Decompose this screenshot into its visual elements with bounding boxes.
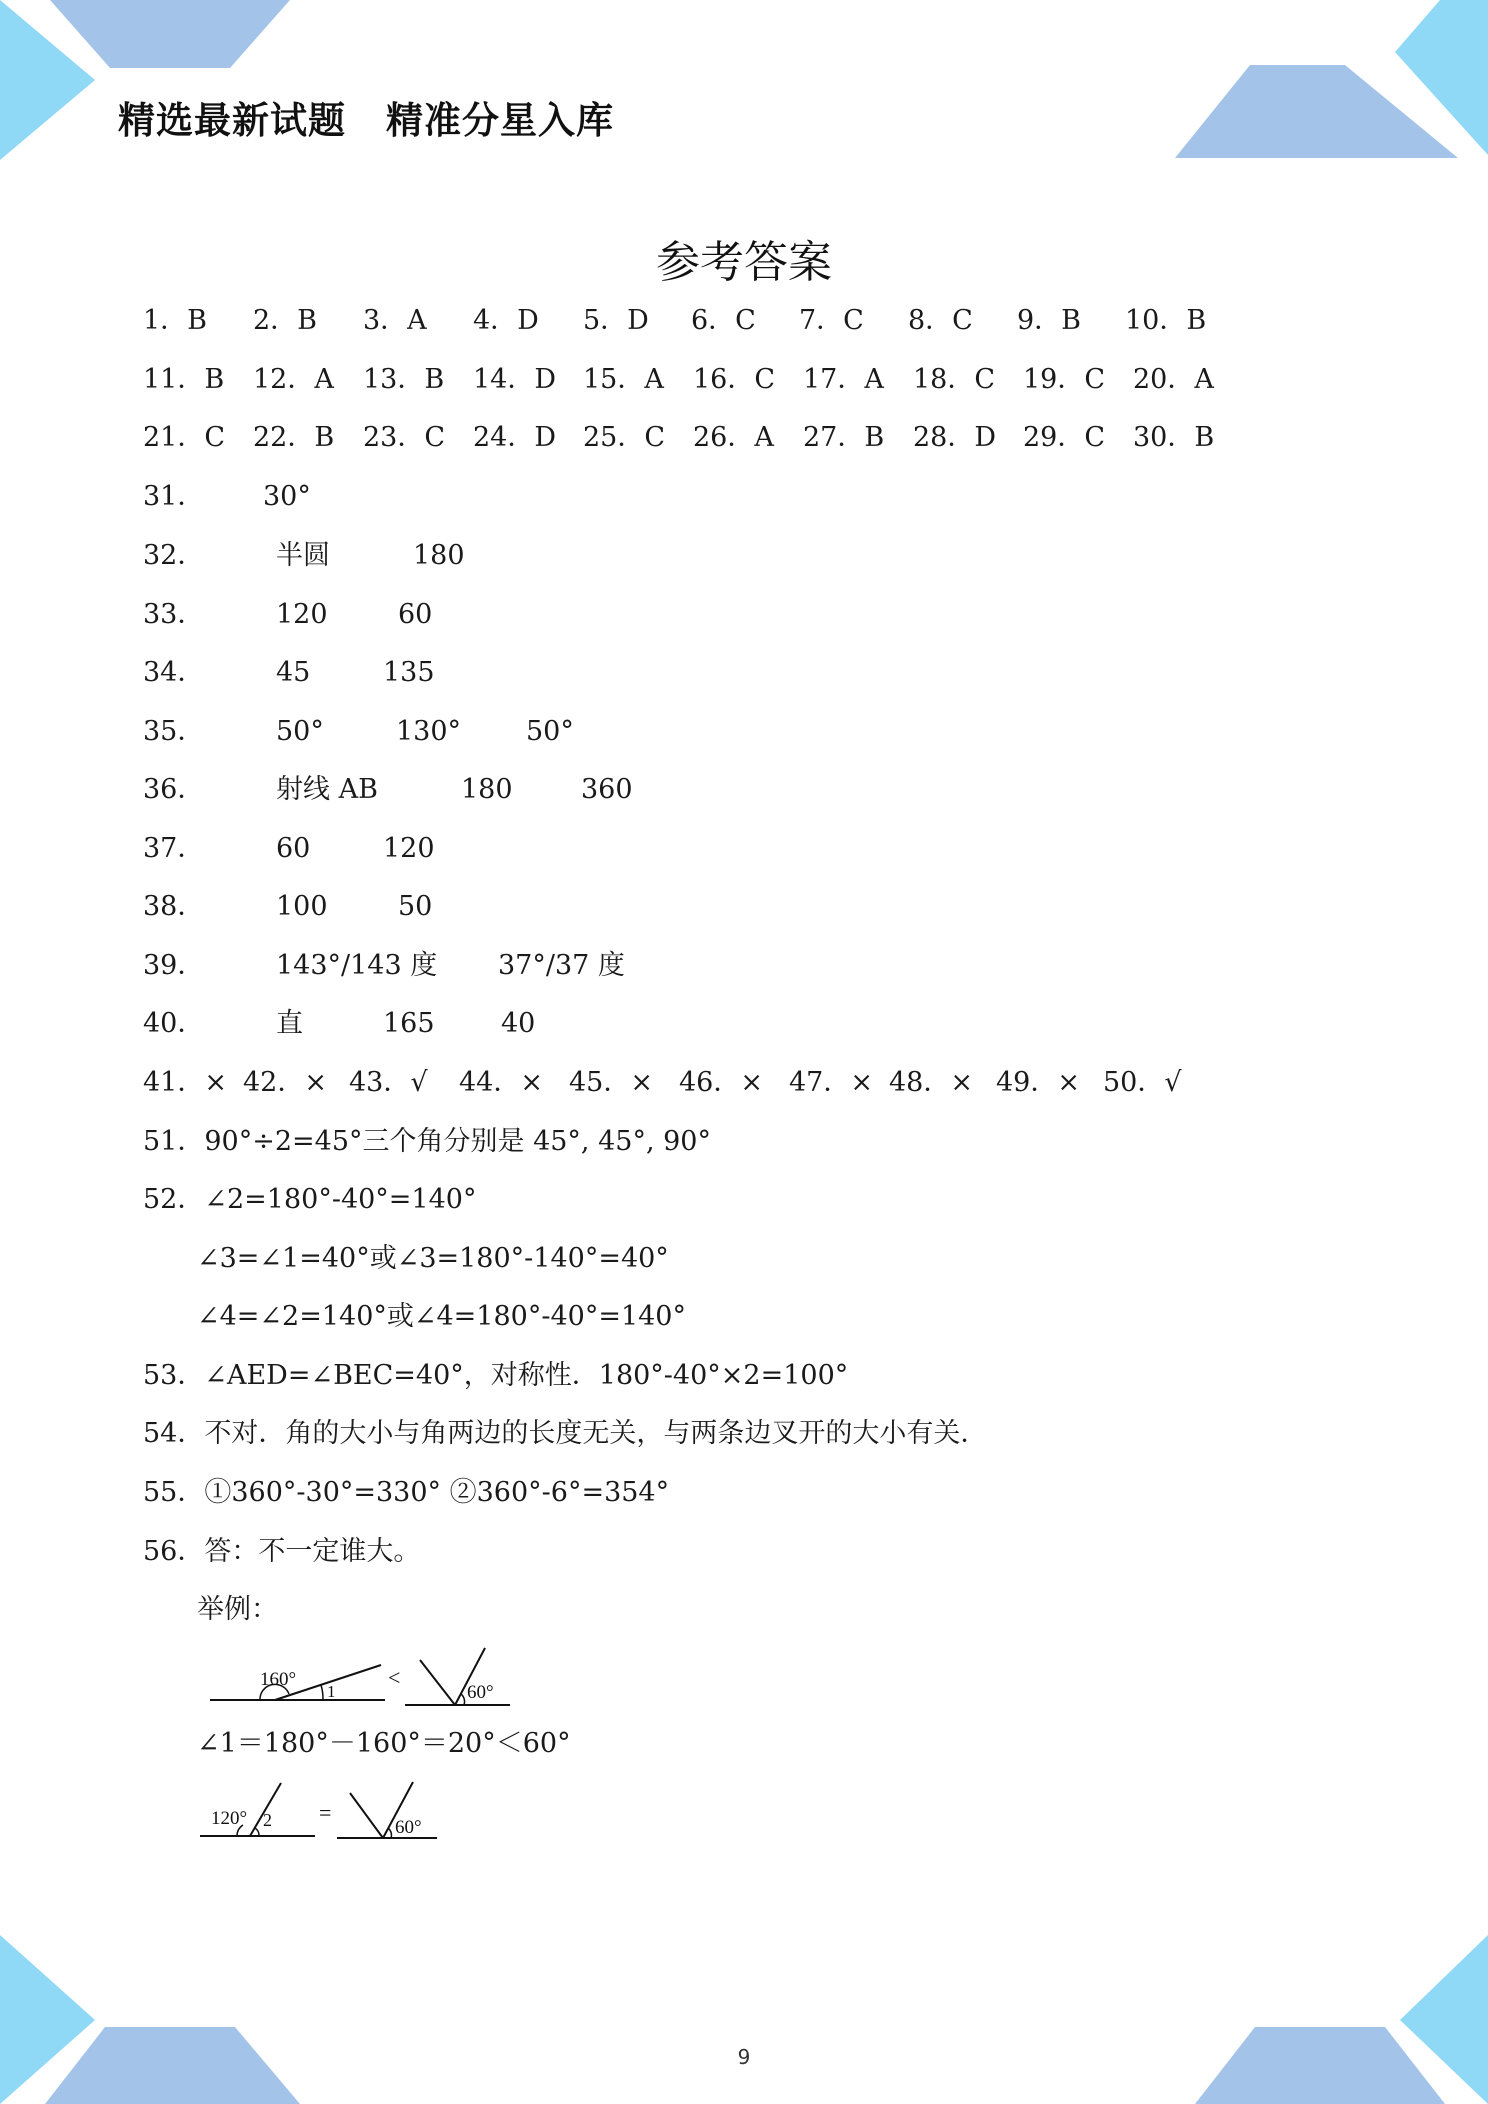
fig2-relation: = xyxy=(319,1800,332,1825)
answer-item: 15．A xyxy=(583,364,664,395)
answer-item: 18．C xyxy=(913,364,996,395)
answer-53: 53．∠AED=∠BEC=40°，对称性．180°-40°×2=100° xyxy=(143,1360,849,1391)
answer-item: 10．B xyxy=(1125,305,1207,336)
question-number: 36． xyxy=(143,774,205,805)
answer-item: 6．C xyxy=(691,305,756,336)
fill-value: 45 xyxy=(276,657,311,688)
answer-52-line-3: ∠4=∠2=140°或∠4=180°-40°=140° xyxy=(197,1301,686,1332)
fig1-right-ray-1 xyxy=(420,1660,455,1705)
fill-value: 180 xyxy=(461,774,513,805)
page-header xyxy=(118,90,614,144)
deco-top-left-trapezoid xyxy=(50,0,290,68)
answer-item: 41．× xyxy=(143,1067,227,1098)
answer-55: 55．①360°-30°=330° ②360°-6°=354° xyxy=(143,1477,670,1508)
fill-value: 360 xyxy=(581,774,633,805)
question-number: 39． xyxy=(143,950,205,981)
page-number: 9 xyxy=(737,2045,751,2069)
answer-item: 27．B xyxy=(803,422,885,453)
answer-item: 17．A xyxy=(803,364,884,395)
question-number: 40． xyxy=(143,1008,205,1039)
fill-value: 射线 AB xyxy=(276,774,378,805)
answer-item: 5．D xyxy=(583,305,649,336)
question-number: 33． xyxy=(143,599,205,630)
fill-value: 60 xyxy=(398,599,433,630)
question-number: 31． xyxy=(143,481,205,512)
fill-value: 100 xyxy=(276,891,328,922)
question-number: 38． xyxy=(143,891,205,922)
question-number: 37． xyxy=(143,833,205,864)
answer-item: 2．B xyxy=(253,305,318,336)
fill-value: 50 xyxy=(398,891,433,922)
answer-item: 28．D xyxy=(913,422,997,453)
fill-value: 50° xyxy=(526,716,574,747)
fig2-mark-arc xyxy=(255,1828,259,1836)
answer-item: 29．C xyxy=(1023,422,1106,453)
fig1-right-angle-label: 60° xyxy=(467,1682,494,1703)
fill-value: 40 xyxy=(501,1008,536,1039)
question-number: 32． xyxy=(143,540,205,571)
fill-value: 143°/143 度 xyxy=(276,950,438,981)
calc-line: ∠1＝180°－160°＝20°＜60° xyxy=(197,1728,571,1759)
answer-item: 1．B xyxy=(143,305,208,336)
answer-item: 16．C xyxy=(693,364,776,395)
angle-figure-1 xyxy=(205,1640,525,1720)
fill-value: 直 xyxy=(276,1008,303,1039)
header-slogan-left: 精选最新试题 xyxy=(118,99,346,142)
fig1-mark-arc xyxy=(321,1685,323,1700)
answer-item: 22．B xyxy=(253,422,335,453)
fill-value: 135 xyxy=(383,657,435,688)
answer-item: 8．C xyxy=(908,305,973,336)
question-number: 35． xyxy=(143,716,205,747)
answer-item: 4．D xyxy=(473,305,539,336)
answer-item: 46．× xyxy=(679,1067,763,1098)
answer-item: 42．× xyxy=(243,1067,327,1098)
fig2-mark-label: 2 xyxy=(263,1810,272,1830)
fill-value: 30° xyxy=(263,481,311,512)
question-number: 34． xyxy=(143,657,205,688)
angle-figure-2 xyxy=(195,1778,455,1848)
answer-item: 43．√ xyxy=(349,1067,428,1098)
fill-value: 130° xyxy=(396,716,462,747)
answer-52-line-1: 52．∠2=180°-40°=140° xyxy=(143,1184,477,1215)
answer-item: 23．C xyxy=(363,422,446,453)
answer-item: 12．A xyxy=(253,364,334,395)
answer-item: 45．× xyxy=(569,1067,653,1098)
answer-item: 14．D xyxy=(473,364,557,395)
answer-item: 49．× xyxy=(996,1067,1080,1098)
fig1-relation: < xyxy=(388,1665,401,1690)
answer-item: 9．B xyxy=(1017,305,1082,336)
answer-52-line-2: ∠3=∠1=40°或∠3=180°-140°=40° xyxy=(197,1243,669,1274)
answer-item: 19．C xyxy=(1023,364,1106,395)
answer-54: 54．不对．角的大小与角两边的长度无关，与两条边叉开的大小有关． xyxy=(143,1418,988,1449)
answer-item: 7．C xyxy=(799,305,864,336)
answer-item: 13．B xyxy=(363,364,445,395)
fig1-mark-label: 1 xyxy=(327,1682,336,1701)
header-slogan-right: 精准分星入库 xyxy=(386,99,614,142)
answer-item: 25．C xyxy=(583,422,666,453)
fill-value: 165 xyxy=(383,1008,435,1039)
page-title: 参考答案 xyxy=(656,237,832,288)
deco-top-right-trapezoid xyxy=(1175,65,1458,158)
answer-item: 30．B xyxy=(1133,422,1215,453)
answer-item: 24．D xyxy=(473,422,557,453)
fill-value: 60 xyxy=(276,833,311,864)
answer-item: 50．√ xyxy=(1103,1067,1182,1098)
fill-value: 120 xyxy=(383,833,435,864)
answer-item: 20．A xyxy=(1133,364,1214,395)
answer-item: 21．C xyxy=(143,422,226,453)
fig2-left-angle-label: 120° xyxy=(211,1808,248,1829)
fig2-right-angle-label: 60° xyxy=(395,1817,422,1838)
answer-item: 44．× xyxy=(459,1067,543,1098)
answer-item: 47．× xyxy=(789,1067,873,1098)
fill-value: 50° xyxy=(276,716,324,747)
fig1-right-arc xyxy=(461,1694,465,1705)
fill-value: 120 xyxy=(276,599,328,630)
fill-value: 半圆 xyxy=(276,540,330,571)
example-label: 举例： xyxy=(197,1594,278,1625)
answer-51: 51．90°÷2=45°三个角分别是 45°, 45°, 90° xyxy=(143,1126,711,1157)
answer-item: 48．× xyxy=(889,1067,973,1098)
answer-56: 56．答：不一定谁大。 xyxy=(143,1536,421,1567)
answer-item: 11．B xyxy=(143,364,225,395)
fill-value: 37°/37 度 xyxy=(498,950,625,981)
answer-item: 3．A xyxy=(363,305,427,336)
answer-item: 26．A xyxy=(693,422,774,453)
fig2-right-ray-1 xyxy=(350,1793,383,1838)
fig1-left-angle-label: 160° xyxy=(260,1669,297,1690)
fill-value: 180 xyxy=(413,540,465,571)
